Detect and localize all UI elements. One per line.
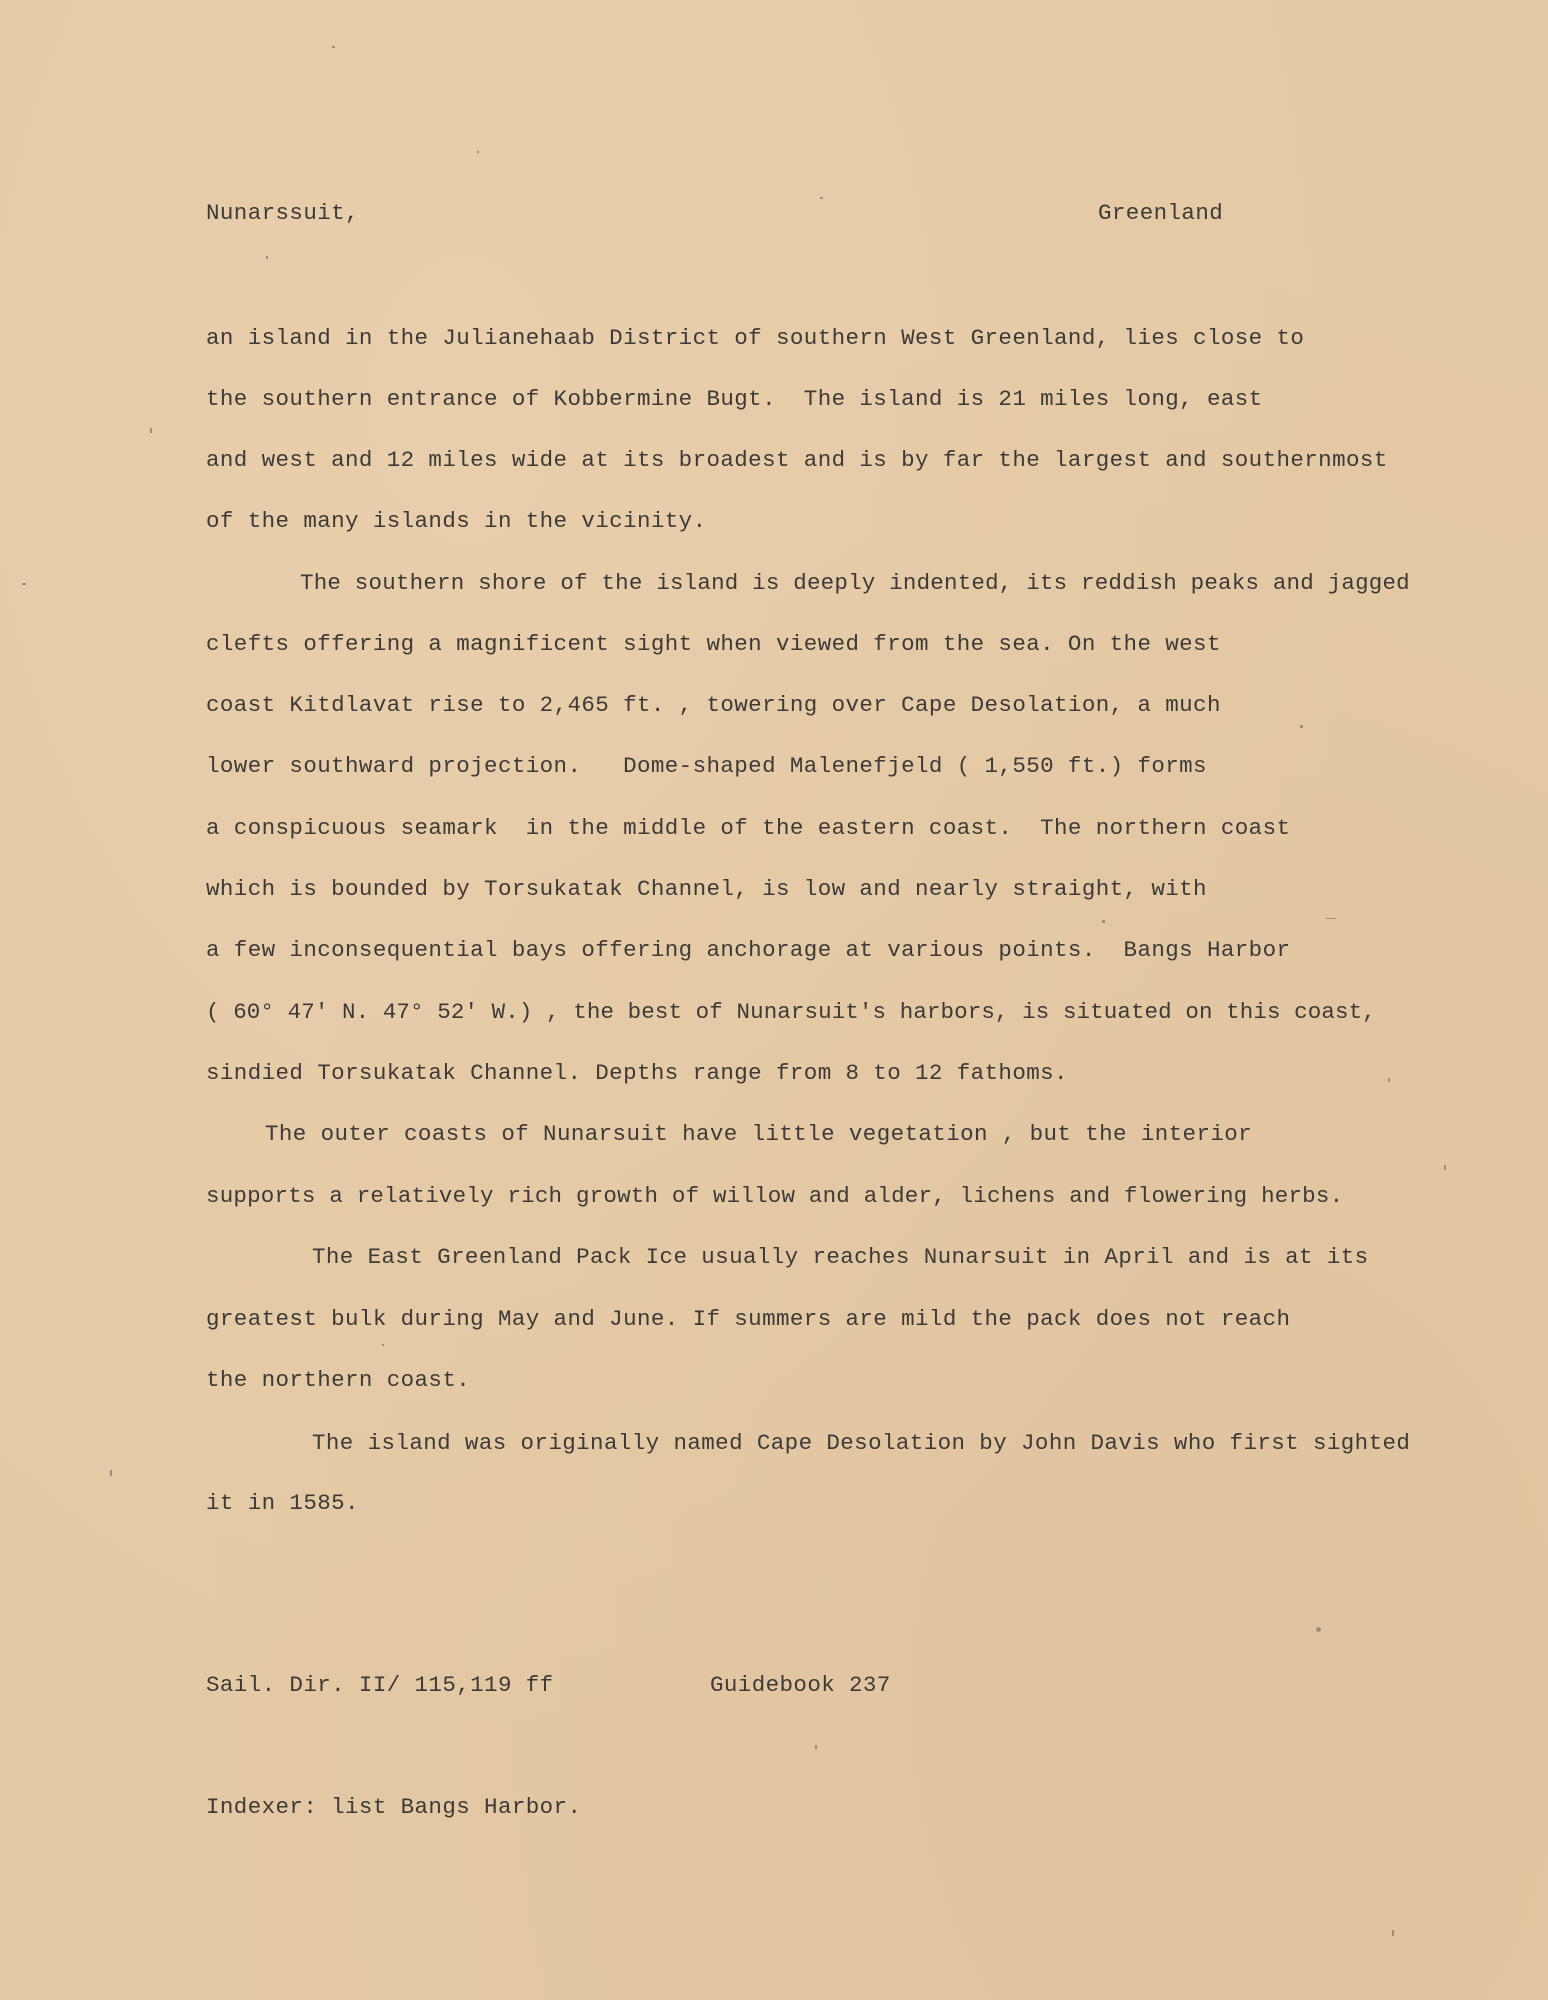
body-line: the northern coast. [206, 1367, 471, 1393]
guidebook-reference: Guidebook 237 [710, 1672, 891, 1698]
paper-speck [1444, 1165, 1446, 1170]
paper-speck [1300, 725, 1303, 728]
paper-speck [22, 583, 26, 585]
body-line: an island in the Julianehaab District of southern West Greenland, lies close to [206, 325, 1305, 351]
paper-speck [815, 1745, 817, 1749]
body-line: which is bounded by Torsukatak Channel, is low and nearly straight, with [206, 876, 1207, 902]
body-line: a few inconsequential bays offering anchorage at various points. Bangs Harbor [206, 937, 1291, 963]
indexer-note: Indexer: list Bangs Harbor. [206, 1794, 582, 1820]
body-line: it in 1585. [206, 1490, 359, 1516]
paper-speck [110, 1470, 112, 1476]
body-line: The southern shore of the island is deeply indented, its reddish peaks and jagged [300, 570, 1410, 596]
body-line: sindied Torsukatak Channel. Depths range from 8 to 12 fathoms. [206, 1060, 1068, 1086]
sources-reference: Sail. Dir. II/ 115,119 ff [206, 1672, 554, 1698]
body-line: the southern entrance of Kobbermine Bugt. The island is 21 miles long, east [206, 386, 1263, 412]
paper-speck [477, 151, 479, 153]
body-line: greatest bulk during May and June. If summers are mild the pack does not reach [206, 1306, 1291, 1332]
paper-speck [1388, 1078, 1390, 1082]
place-heading: Nunarssuit, [206, 200, 359, 226]
body-line: clefts offering a magnificent sight when viewed from the sea. On the west [206, 631, 1221, 657]
body-line: lower southward projection. Dome-shaped Malenefjeld ( 1,550 ft.) forms [206, 753, 1207, 779]
body-line: ( 60° 47' N. 47° 52' W.) , the best of Nunarsuit's harbors, is situated on this coast, [206, 999, 1376, 1025]
paper-speck [266, 256, 268, 259]
paper-speck [1326, 918, 1336, 919]
body-line: a conspicuous seamark in the middle of the eastern coast. The northern coast [206, 815, 1291, 841]
paper-speck [1102, 920, 1105, 923]
body-line: coast Kitdlavat rise to 2,465 ft. , towering over Cape Desolation, a much [206, 692, 1221, 718]
body-line: and west and 12 miles wide at its broadest and is by far the largest and southernmost [206, 447, 1388, 473]
paper-speck [150, 428, 152, 433]
body-line: supports a relatively rich growth of willow and alder, lichens and flowering herbs. [206, 1183, 1344, 1209]
paper-speck [1316, 1627, 1321, 1632]
paper-speck [1392, 1930, 1394, 1936]
body-line: of the many islands in the vicinity. [206, 508, 707, 534]
body-line: The island was originally named Cape Desolation by John Davis who first sighted [312, 1430, 1411, 1456]
paper-speck [332, 46, 335, 48]
body-line: The outer coasts of Nunarsuit have little vegetation , but the interior [265, 1121, 1253, 1147]
body-line: The East Greenland Pack Ice usually reaches Nunarsuit in April and is at its [312, 1244, 1369, 1270]
paper-speck [820, 197, 823, 199]
country-heading: Greenland [1098, 200, 1224, 226]
paper-speck [382, 1344, 384, 1346]
